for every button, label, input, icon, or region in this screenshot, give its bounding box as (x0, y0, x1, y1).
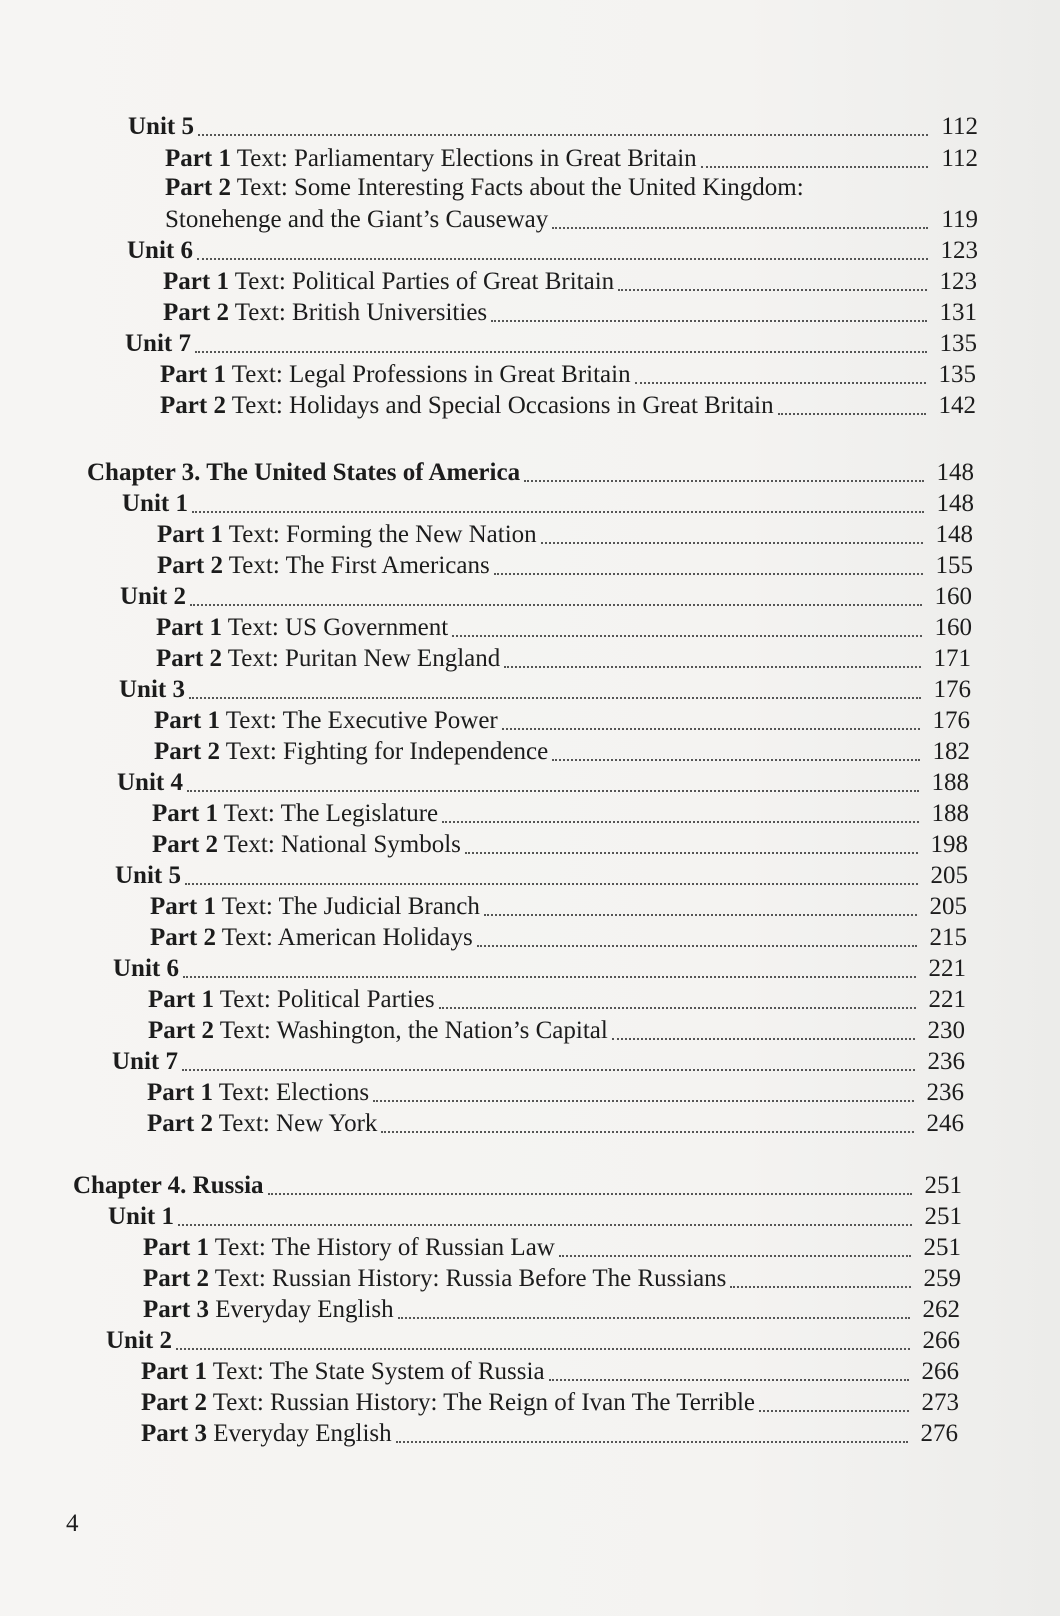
toc-entry-prefix: Part 1 (143, 1234, 209, 1261)
toc-entry-label (143, 1264, 726, 1294)
toc-entry-prefix: Part 1 (163, 268, 229, 295)
toc-page-number: 176 (933, 676, 971, 703)
dot-leader (552, 226, 928, 229)
toc-entry-prefix: Part 1 (157, 521, 223, 548)
toc-entry-label (147, 1078, 369, 1108)
toc-part (163, 298, 977, 328)
dot-leader (198, 133, 928, 136)
toc-entry-label (152, 830, 461, 860)
toc-page-number: 221 (928, 955, 966, 982)
toc-page-number: 123 (939, 268, 977, 295)
toc-entry-label (160, 391, 774, 421)
dot-leader (477, 944, 917, 947)
toc-entry-prefix: Unit 6 (127, 237, 193, 264)
dot-leader (268, 1192, 912, 1195)
toc-page-number: 119 (941, 206, 978, 233)
dot-leader (778, 412, 926, 415)
toc-page-number: 188 (931, 800, 969, 827)
toc-entry-title: Text: Forming the New Nation (222, 521, 537, 548)
toc-entry-title: Text: Puritan New England (221, 645, 501, 672)
dot-leader (197, 257, 928, 260)
toc-part (157, 551, 973, 581)
toc-entry-title: Text: Fighting for Independence (219, 738, 549, 765)
toc-page-number: 251 (923, 1234, 961, 1261)
toc-entry-title: Text: The State System of Russia (206, 1358, 545, 1385)
toc-entry-label (163, 267, 614, 297)
toc-page-number: 188 (931, 769, 969, 796)
toc-unit (112, 1047, 965, 1077)
toc-entry-title: Text: Political Parties (213, 986, 435, 1013)
dot-leader (381, 1130, 914, 1133)
toc-entry-label (152, 799, 438, 829)
toc-page-number: 112 (941, 113, 978, 140)
toc-entry-title: Stonehenge and the Giant’s Causeway (165, 206, 549, 233)
toc-entry-label (148, 985, 435, 1015)
toc-entry-prefix: Part 2 (150, 924, 216, 951)
toc-chapter (73, 1171, 962, 1201)
toc-entry-prefix: Part 2 (157, 552, 223, 579)
toc-entry-title: Text: The History of Russian Law (208, 1234, 555, 1261)
toc-entry-label (157, 551, 490, 581)
toc-entry-prefix: Part 1 (165, 145, 231, 172)
toc-unit (115, 861, 968, 891)
toc-entry-title: Text: Russian History: The Reign of Ivan The Terrible (206, 1389, 755, 1416)
toc-page-number: 221 (928, 986, 966, 1013)
toc-entry-title: Text: Some Interesting Facts about the United Kingdom: (230, 174, 804, 201)
toc-entry-prefix: Unit 7 (112, 1048, 178, 1075)
toc-part (143, 1233, 961, 1263)
dot-leader (612, 1037, 915, 1040)
dot-leader (701, 165, 928, 168)
toc-page-number: 123 (940, 237, 978, 264)
dot-leader (559, 1254, 911, 1257)
dot-leader (465, 851, 918, 854)
dot-leader (183, 975, 916, 978)
dot-leader (189, 696, 921, 699)
toc-unit (106, 1326, 960, 1356)
toc-entry-prefix: Part 3 (143, 1296, 209, 1323)
dot-leader (502, 727, 920, 730)
toc-entry-title: Text: Parliamentary Elections in Great Britain (230, 145, 697, 172)
toc-entry-prefix: Part 2 (152, 831, 218, 858)
toc-part (160, 391, 976, 421)
toc-entry-prefix: Part 1 (152, 800, 218, 827)
toc-page-number: 155 (935, 552, 973, 579)
toc-entry-label (120, 582, 186, 612)
toc-page-number: 142 (938, 392, 976, 419)
toc-entry-label (115, 861, 181, 891)
dot-leader (524, 479, 924, 482)
toc-entry-prefix: Part 1 (141, 1358, 207, 1385)
toc-entry-prefix: Unit 1 (108, 1203, 174, 1230)
toc-part (154, 737, 970, 767)
toc-page-number: 276 (920, 1420, 958, 1447)
toc-part (141, 1388, 959, 1418)
toc-entry-prefix: Part 2 (147, 1110, 213, 1137)
toc-entry-label (156, 644, 500, 674)
toc-page-number: 273 (921, 1389, 959, 1416)
toc-entry-prefix: Part 1 (156, 614, 222, 641)
toc-part (143, 1264, 961, 1294)
toc-entry-prefix: Unit 5 (128, 113, 194, 140)
toc-part (160, 360, 976, 390)
toc-entry-prefix: Part 1 (148, 986, 214, 1013)
toc-entry-label (154, 706, 498, 736)
toc-entry-label (160, 360, 631, 390)
toc-entry-label (143, 1233, 555, 1263)
toc-part (152, 799, 969, 829)
toc-unit (120, 582, 972, 612)
dot-leader (398, 1316, 910, 1319)
toc-entry-label (141, 1388, 755, 1418)
toc-unit (108, 1202, 962, 1232)
toc-entry-title: Text: Elections (212, 1079, 370, 1106)
toc-entry-title: Text: The Judicial Branch (215, 893, 480, 920)
dot-leader (491, 319, 927, 322)
toc-entry-title: Text: US Government (221, 614, 449, 641)
toc-entry-prefix: Unit 5 (115, 862, 181, 889)
toc-part (165, 205, 978, 235)
toc-entry-prefix: Part 2 (154, 738, 220, 765)
toc-entry-prefix: Part 1 (150, 893, 216, 920)
toc-entry-line (165, 173, 804, 203)
toc-part (147, 1109, 964, 1139)
toc-entry-label (112, 1047, 178, 1077)
toc-entry-label (143, 1295, 394, 1325)
toc-entry-label (141, 1357, 545, 1387)
dot-leader (730, 1285, 911, 1288)
toc-entry-title: Text: Legal Professions in Great Britain (225, 361, 631, 388)
toc-page-number: 251 (924, 1203, 962, 1230)
dot-leader (549, 1378, 909, 1381)
dot-leader (178, 1223, 912, 1226)
toc-entry-label (117, 768, 183, 798)
toc-part (148, 1016, 965, 1046)
dot-leader (373, 1099, 914, 1102)
toc-entry-prefix: Unit 4 (117, 769, 183, 796)
dot-leader (484, 913, 917, 916)
toc-entry-prefix: Part 1 (147, 1079, 213, 1106)
toc-entry-label (108, 1202, 174, 1232)
toc-page-number: 148 (935, 521, 973, 548)
toc-page-number: 135 (938, 361, 976, 388)
toc-entry-prefix: Part 1 (154, 707, 220, 734)
toc-entry-label (106, 1326, 172, 1356)
toc-unit (127, 236, 978, 266)
toc-entry-label (150, 923, 473, 953)
dot-leader (187, 789, 919, 792)
toc-entry-label (154, 737, 548, 767)
toc-entry-title: Everyday English (206, 1420, 392, 1447)
dot-leader (185, 882, 918, 885)
toc-unit (119, 675, 971, 705)
dot-leader (192, 510, 924, 513)
toc-page-number: 246 (926, 1110, 964, 1137)
toc-page-number: 266 (922, 1327, 960, 1354)
toc-entry-prefix: Part 2 (148, 1017, 214, 1044)
toc-entry-prefix: Part 2 (163, 299, 229, 326)
toc-page-number: 160 (934, 614, 972, 641)
toc-page-number: 236 (926, 1079, 964, 1106)
toc-part (157, 520, 973, 550)
toc-entry-label (141, 1419, 392, 1449)
dot-leader (442, 820, 919, 823)
toc-unit (122, 489, 974, 519)
toc-entry-prefix: Chapter 4. Russia (73, 1172, 264, 1199)
toc-entry-title: Text: Washington, the Nation’s Capital (213, 1017, 608, 1044)
dot-leader (396, 1440, 908, 1443)
dot-leader (494, 572, 923, 575)
toc-part (147, 1078, 964, 1108)
toc-entry-title: Text: The Executive Power (219, 707, 498, 734)
toc-part (150, 892, 967, 922)
toc-entry-label (73, 1171, 264, 1201)
toc-entry-title: Text: New York (212, 1110, 378, 1137)
dot-leader (759, 1409, 909, 1412)
toc-entry-label (147, 1109, 377, 1139)
dot-leader (195, 350, 927, 353)
toc-page-number: 251 (924, 1172, 962, 1199)
toc-page-number: 198 (930, 831, 968, 858)
toc-entry-label (150, 892, 480, 922)
toc-entry-prefix: Part 2 (156, 645, 222, 672)
toc-part (156, 644, 971, 674)
dot-leader (439, 1006, 916, 1009)
toc-unit (125, 329, 977, 359)
toc-chapter (87, 458, 974, 488)
toc-part (152, 830, 968, 860)
dot-leader (182, 1068, 915, 1071)
toc-part (150, 923, 967, 953)
page-number: 4 (66, 1510, 79, 1537)
toc-entry-prefix: Chapter 3. The United States of America (87, 459, 521, 486)
toc-entry-title: Text: Political Parties of Great Britain (228, 268, 615, 295)
toc-entry-label (87, 458, 520, 488)
toc-page-number: 259 (923, 1265, 961, 1292)
toc-entry-label (163, 298, 487, 328)
toc-page-number: 148 (936, 459, 974, 486)
toc-page-number: 236 (927, 1048, 965, 1075)
toc-part (148, 985, 966, 1015)
toc-entry-label (156, 613, 448, 643)
toc-entry-prefix: Part 2 (160, 392, 226, 419)
toc-unit (128, 112, 978, 142)
toc-unit (117, 768, 969, 798)
toc-page-number: 135 (939, 330, 977, 357)
toc-part (141, 1419, 958, 1449)
toc-page-number: 171 (933, 645, 971, 672)
toc-entry-title: Text: British Universities (228, 299, 488, 326)
toc-page-number: 148 (936, 490, 974, 517)
toc-entry-label (157, 520, 537, 550)
toc-entry-title: Text: American Holidays (215, 924, 473, 951)
toc-entry-prefix: Part 2 (143, 1265, 209, 1292)
toc-entry-label (122, 489, 188, 519)
dot-leader (552, 758, 920, 761)
toc-page-number: 131 (939, 299, 977, 326)
toc-entry-title: Text: Holidays and Special Occasions in Great Britain (225, 392, 774, 419)
toc-page-number: 160 (934, 583, 972, 610)
toc-page-number: 205 (930, 862, 968, 889)
toc-entry-title: Everyday English (208, 1296, 394, 1323)
toc-entry-label (125, 329, 191, 359)
toc-entry-prefix: Unit 6 (113, 955, 179, 982)
toc-page-number: 262 (922, 1296, 960, 1323)
toc-entry-label (165, 205, 548, 235)
toc-page-number: 266 (921, 1358, 959, 1385)
toc-page-number: 230 (927, 1017, 965, 1044)
toc-entry-label (128, 112, 194, 142)
toc-entry-prefix: Unit 7 (125, 330, 191, 357)
toc-entry-label (127, 236, 193, 266)
toc-unit (113, 954, 966, 984)
toc-entry-label (113, 954, 179, 984)
toc-entry-title: Text: Russian History: Russia Before The Russians (208, 1265, 727, 1292)
toc-part (156, 613, 972, 643)
toc-page-number: 176 (932, 707, 970, 734)
toc-entry-prefix: Unit 3 (119, 676, 185, 703)
toc-page-number: 112 (941, 145, 978, 172)
toc-part (163, 267, 977, 297)
toc-entry-prefix: Part 2 (141, 1389, 207, 1416)
toc-part (165, 144, 978, 174)
toc-entry-prefix: Part 3 (141, 1420, 207, 1447)
dot-leader (504, 665, 921, 668)
toc-part (154, 706, 970, 736)
dot-leader (190, 603, 922, 606)
toc-entry-prefix: Unit 2 (106, 1327, 172, 1354)
toc-page-number: 215 (929, 924, 967, 951)
dot-leader (176, 1347, 910, 1350)
toc-entry-title: Text: National Symbols (217, 831, 461, 858)
toc-entry-prefix: Unit 1 (122, 490, 188, 517)
dot-leader (452, 634, 922, 637)
toc-entry-title: Text: The Legislature (217, 800, 439, 827)
toc-entry-label (148, 1016, 608, 1046)
toc-entry-title: Text: The First Americans (222, 552, 490, 579)
toc-entry-prefix: Part 2 (165, 174, 231, 201)
toc-entry-prefix: Part 1 (160, 361, 226, 388)
toc-entry-prefix: Unit 2 (120, 583, 186, 610)
toc-page-number: 205 (929, 893, 967, 920)
toc-entry-label (165, 144, 697, 174)
toc-part (141, 1357, 959, 1387)
toc-part (143, 1295, 960, 1325)
dot-leader (541, 541, 923, 544)
dot-leader (618, 288, 927, 291)
toc-page-number: 182 (932, 738, 970, 765)
toc-entry-label (119, 675, 185, 705)
dot-leader (635, 381, 926, 384)
